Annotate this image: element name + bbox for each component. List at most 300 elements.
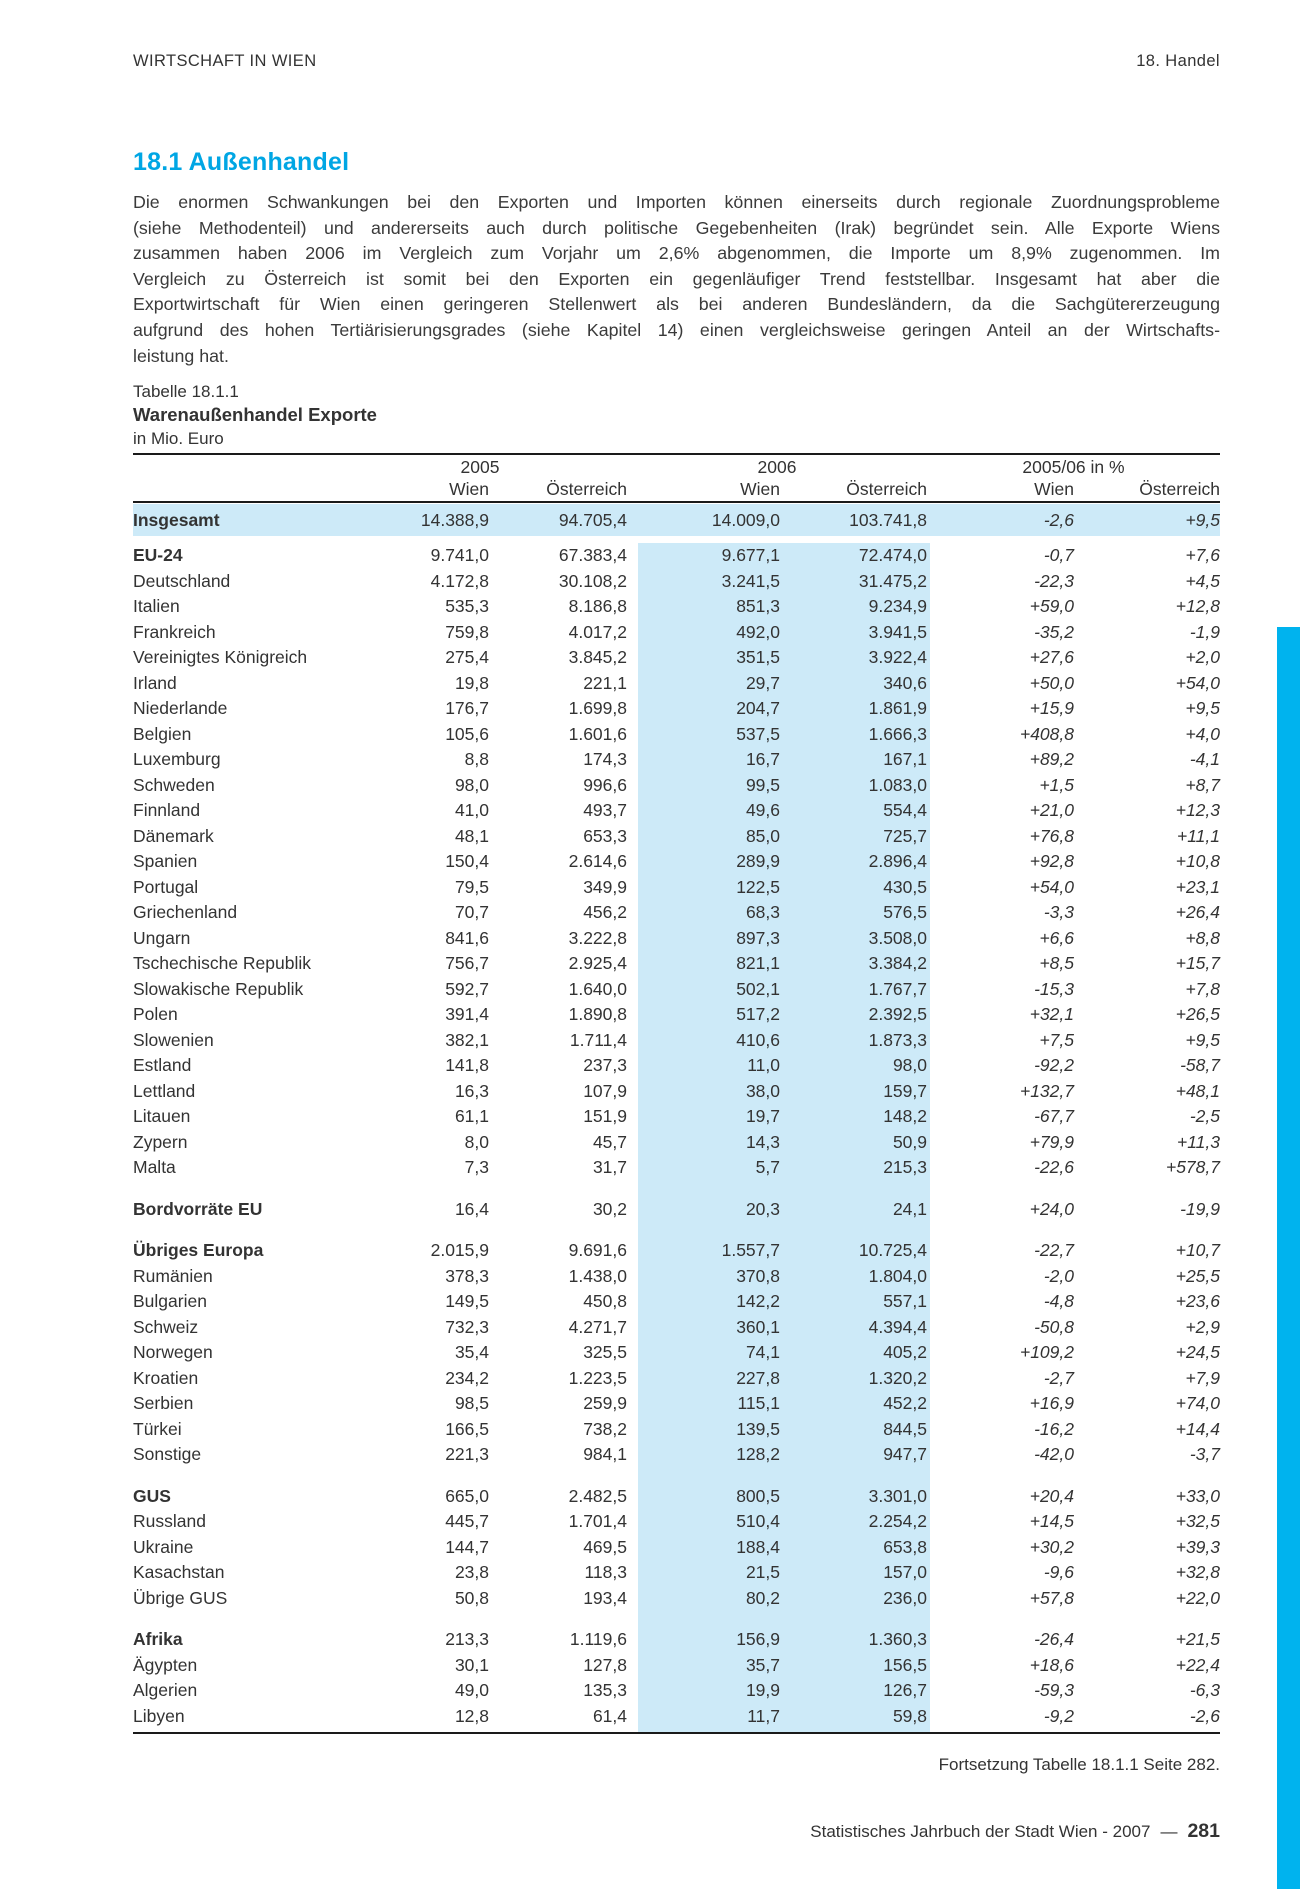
paragraph-line: Die enormen Schwankungen bei den Exporten und Importen können einerseits durch regionale Zuordnungsprobleme bbox=[133, 192, 1220, 212]
row-label: Dänemark bbox=[133, 825, 214, 846]
row-label: Zypern bbox=[133, 1131, 188, 1152]
cell-value: -6,3 bbox=[1189, 1680, 1220, 1700]
cell-value: +6,6 bbox=[1039, 927, 1074, 948]
cell-value: 99,5 bbox=[745, 774, 780, 795]
table-row bbox=[133, 1509, 1220, 1535]
cell-value: 9.691,6 bbox=[568, 1240, 627, 1260]
cell-value: -2,6 bbox=[1043, 510, 1074, 530]
row-label: Belgien bbox=[133, 723, 192, 744]
row-label: Vereinigtes Königreich bbox=[133, 647, 308, 667]
row-label: Übrige GUS bbox=[133, 1587, 228, 1608]
cell-value: +54,0 bbox=[1175, 672, 1220, 693]
chapter-tab-bar bbox=[1277, 627, 1300, 1889]
table-section bbox=[133, 1627, 1220, 1729]
cell-value: 221,1 bbox=[583, 672, 627, 693]
cell-value: 382,1 bbox=[445, 1029, 489, 1050]
cell-value: -2,6 bbox=[1189, 1705, 1220, 1726]
table-row bbox=[133, 1340, 1220, 1366]
cell-value: 1.223,5 bbox=[568, 1367, 627, 1388]
sub-header-wien-pct: Wien bbox=[1034, 479, 1074, 499]
row-label: Tschechische Republik bbox=[133, 953, 312, 973]
cell-value: +132,7 bbox=[1019, 1080, 1074, 1101]
table-section bbox=[133, 543, 1220, 1181]
cell-value: 94.705,4 bbox=[558, 510, 627, 530]
table-row bbox=[133, 1366, 1220, 1392]
row-label: Norwegen bbox=[133, 1342, 213, 1362]
cell-value: 732,3 bbox=[445, 1316, 489, 1337]
cell-value: 61,4 bbox=[592, 1705, 627, 1726]
cell-value: 456,2 bbox=[583, 902, 627, 922]
cell-value: 176,7 bbox=[445, 698, 489, 718]
table-row bbox=[133, 1704, 1220, 1730]
row-label: Kroatien bbox=[133, 1367, 199, 1388]
cell-value: 105,6 bbox=[445, 723, 489, 744]
cell-value: 156,5 bbox=[883, 1654, 927, 1675]
row-label: Insgesamt bbox=[133, 510, 220, 530]
header-spacer bbox=[133, 478, 333, 501]
cell-value: 1.601,6 bbox=[568, 723, 627, 744]
cell-value: 159,7 bbox=[883, 1080, 927, 1101]
cell-value: +33,0 bbox=[1175, 1485, 1220, 1506]
cell-value: 738,2 bbox=[583, 1418, 627, 1439]
cell-value: 149,5 bbox=[445, 1291, 489, 1311]
row-label: Rumänien bbox=[133, 1265, 213, 1286]
cell-value: 148,2 bbox=[883, 1106, 927, 1126]
table-row bbox=[133, 977, 1220, 1003]
cell-value: +18,6 bbox=[1029, 1654, 1074, 1675]
cell-value: -67,7 bbox=[1034, 1106, 1074, 1126]
cell-value: 151,9 bbox=[583, 1106, 627, 1126]
cell-value: -3,3 bbox=[1043, 902, 1074, 922]
cell-value: 31.475,2 bbox=[858, 570, 927, 591]
cell-value: 1.360,3 bbox=[868, 1629, 927, 1649]
cell-value: 70,7 bbox=[454, 902, 489, 922]
table-row bbox=[133, 1028, 1220, 1054]
cell-value: 2.896,4 bbox=[868, 851, 927, 871]
credit-separator: — bbox=[1160, 1822, 1178, 1841]
cell-value: -9,2 bbox=[1043, 1705, 1074, 1726]
cell-value: 167,1 bbox=[883, 749, 927, 769]
row-label: Lettland bbox=[133, 1080, 196, 1101]
table-row bbox=[133, 747, 1220, 773]
table-row bbox=[133, 1079, 1220, 1105]
cell-value: 144,7 bbox=[445, 1536, 489, 1557]
cell-value: 3.301,0 bbox=[868, 1485, 927, 1506]
cell-value: 234,2 bbox=[445, 1367, 489, 1388]
row-label: Finnland bbox=[133, 800, 201, 820]
cell-value: 103.741,8 bbox=[849, 510, 927, 530]
paragraph-line: leistung hat. bbox=[133, 345, 229, 366]
cell-value: +15,7 bbox=[1175, 953, 1220, 973]
cell-value: 1.557,7 bbox=[721, 1240, 780, 1260]
cell-value: 38,0 bbox=[745, 1080, 780, 1101]
credit-text: Statistisches Jahrbuch der Stadt Wien - 2007 bbox=[810, 1822, 1151, 1841]
cell-value: 492,0 bbox=[736, 621, 780, 642]
cell-value: 2.482,5 bbox=[568, 1485, 627, 1506]
cell-value: +26,4 bbox=[1175, 902, 1220, 922]
cell-value: 1.699,8 bbox=[568, 698, 627, 718]
cell-value: 3.845,2 bbox=[568, 647, 627, 667]
cell-value: 139,5 bbox=[736, 1418, 780, 1439]
cell-value: 2.925,4 bbox=[568, 953, 627, 973]
cell-value: +1,5 bbox=[1039, 774, 1074, 795]
sub-header-wien-2005: Wien bbox=[449, 479, 489, 499]
cell-value: 8,0 bbox=[464, 1131, 489, 1152]
cell-value: 29,7 bbox=[745, 672, 780, 693]
cell-value: 85,0 bbox=[745, 825, 780, 846]
paragraph-line: aufgrund des hohen Tertiärisierungsgrades (siehe Kapitel 14) einen vergleichsweise geringen Anteil an der Wirtschafts- bbox=[133, 319, 1220, 340]
cell-value: +32,5 bbox=[1175, 1511, 1220, 1531]
table-row bbox=[133, 875, 1220, 901]
cell-value: 5,7 bbox=[755, 1157, 780, 1177]
cell-value: 49,0 bbox=[454, 1680, 489, 1700]
row-label: Serbien bbox=[133, 1393, 194, 1413]
row-label: Deutschland bbox=[133, 570, 231, 591]
cell-value: 213,3 bbox=[445, 1629, 489, 1649]
cell-value: 1.666,3 bbox=[868, 723, 927, 744]
row-label: Ungarn bbox=[133, 927, 191, 948]
cell-value: +54,0 bbox=[1029, 876, 1074, 897]
cell-value: 275,4 bbox=[445, 647, 489, 667]
cell-value: 554,4 bbox=[883, 800, 927, 820]
cell-value: +92,8 bbox=[1029, 851, 1074, 871]
cell-value: 1.320,2 bbox=[868, 1367, 927, 1388]
cell-value: 10.725,4 bbox=[858, 1240, 927, 1260]
cell-value: +26,5 bbox=[1175, 1004, 1220, 1024]
cell-value: 378,3 bbox=[445, 1265, 489, 1286]
cell-value: 844,5 bbox=[883, 1418, 927, 1439]
cell-value: +27,6 bbox=[1029, 647, 1074, 667]
cell-value: 193,4 bbox=[583, 1587, 627, 1608]
cell-value: +8,7 bbox=[1185, 774, 1220, 795]
cell-value: 653,8 bbox=[883, 1536, 927, 1557]
table-row bbox=[133, 1315, 1220, 1341]
cell-value: 947,7 bbox=[883, 1444, 927, 1464]
cell-value: 48,1 bbox=[454, 825, 489, 846]
cell-value: 35,7 bbox=[745, 1654, 780, 1675]
table-row bbox=[133, 645, 1220, 671]
cell-value: -4,1 bbox=[1189, 749, 1220, 769]
cell-value: 756,7 bbox=[445, 953, 489, 973]
cell-value: +2,0 bbox=[1185, 647, 1220, 667]
cell-value: +16,9 bbox=[1029, 1393, 1074, 1413]
cell-value: -4,8 bbox=[1043, 1291, 1074, 1311]
cell-value: +7,5 bbox=[1039, 1029, 1074, 1050]
cell-value: 996,6 bbox=[583, 774, 627, 795]
row-label: Bordvorräte EU bbox=[133, 1198, 263, 1219]
row-label: Polen bbox=[133, 1004, 178, 1024]
row-label: Italien bbox=[133, 596, 180, 616]
section-title: 18.1 Außenhandel bbox=[133, 148, 350, 176]
cell-value: 30.108,2 bbox=[558, 570, 627, 591]
cell-value: +9,5 bbox=[1185, 698, 1220, 718]
cell-value: 61,1 bbox=[454, 1106, 489, 1126]
cell-value: +21,5 bbox=[1175, 1629, 1220, 1649]
cell-value: 41,0 bbox=[454, 800, 489, 820]
cell-value: 851,3 bbox=[736, 596, 780, 616]
cell-value: +12,3 bbox=[1175, 800, 1220, 820]
cell-value: 49,6 bbox=[745, 800, 780, 820]
cell-value: 3.941,5 bbox=[868, 621, 927, 642]
cell-value: 800,5 bbox=[736, 1485, 780, 1506]
cell-value: +20,4 bbox=[1029, 1485, 1074, 1506]
running-head-left: WIRTSCHAFT IN WIEN bbox=[133, 52, 317, 70]
cell-value: -2,0 bbox=[1043, 1265, 1074, 1286]
cell-value: -22,7 bbox=[1034, 1240, 1074, 1260]
cell-value: +14,4 bbox=[1175, 1418, 1220, 1439]
cell-value: 2.614,6 bbox=[568, 851, 627, 871]
cell-value: 592,7 bbox=[445, 978, 489, 999]
cell-value: 21,5 bbox=[745, 1562, 780, 1582]
cell-value: 430,5 bbox=[883, 876, 927, 897]
cell-value: 841,6 bbox=[445, 927, 489, 948]
cell-value: +57,8 bbox=[1029, 1587, 1074, 1608]
cell-value: -59,3 bbox=[1034, 1680, 1074, 1700]
cell-value: 19,7 bbox=[745, 1106, 780, 1126]
cell-value: -2,7 bbox=[1043, 1367, 1074, 1388]
row-label: Ukraine bbox=[133, 1536, 194, 1557]
cell-value: 1.640,0 bbox=[568, 978, 627, 999]
cell-value: 11,7 bbox=[747, 1705, 780, 1726]
cell-value: 4.271,7 bbox=[568, 1316, 627, 1337]
cell-value: 68,3 bbox=[745, 902, 780, 922]
cell-value: 122,5 bbox=[736, 876, 780, 897]
cell-value: 98,0 bbox=[454, 774, 489, 795]
row-label: Estland bbox=[133, 1055, 192, 1075]
cell-value: 576,5 bbox=[883, 902, 927, 922]
row-label: Frankreich bbox=[133, 621, 216, 642]
cell-value: 493,7 bbox=[583, 800, 627, 820]
cell-value: 126,7 bbox=[883, 1680, 927, 1700]
table-section bbox=[133, 1238, 1220, 1468]
row-label: Portugal bbox=[133, 876, 199, 897]
cell-value: 79,5 bbox=[454, 876, 489, 897]
cell-value: -58,7 bbox=[1180, 1055, 1220, 1075]
cell-value: 1.119,6 bbox=[569, 1629, 627, 1649]
cell-value: 259,9 bbox=[583, 1393, 627, 1413]
table-row bbox=[133, 1104, 1220, 1130]
cell-value: +11,3 bbox=[1177, 1131, 1220, 1152]
cell-value: +8,8 bbox=[1185, 927, 1220, 948]
cell-value: 156,9 bbox=[736, 1629, 780, 1649]
table-row bbox=[133, 1002, 1220, 1028]
cell-value: +24,5 bbox=[1175, 1342, 1220, 1362]
table-row bbox=[133, 798, 1220, 824]
cell-value: +109,2 bbox=[1019, 1342, 1074, 1362]
cell-value: 80,2 bbox=[745, 1587, 780, 1608]
row-label: Afrika bbox=[133, 1629, 183, 1649]
table-row bbox=[133, 1417, 1220, 1443]
table-row bbox=[133, 1653, 1220, 1679]
cell-value: +7,8 bbox=[1185, 978, 1220, 999]
cell-value: 115,1 bbox=[737, 1393, 780, 1413]
table-section bbox=[133, 1197, 1220, 1223]
cell-value: +9,5 bbox=[1185, 1029, 1220, 1050]
row-label: Niederlande bbox=[133, 698, 228, 718]
cell-value: 2.015,9 bbox=[430, 1240, 489, 1260]
table-row bbox=[133, 1155, 1220, 1181]
row-label: Griechenland bbox=[133, 902, 238, 922]
row-label: Bulgarien bbox=[133, 1291, 207, 1311]
row-label: Sonstige bbox=[133, 1444, 202, 1464]
cell-value: 3.241,5 bbox=[721, 570, 780, 591]
cell-value: 2.392,5 bbox=[868, 1004, 927, 1024]
cell-value: 215,3 bbox=[883, 1157, 927, 1177]
cell-value: +79,9 bbox=[1029, 1131, 1074, 1152]
cell-value: 4.172,8 bbox=[430, 570, 489, 591]
cell-value: 351,5 bbox=[736, 647, 780, 667]
row-label: Irland bbox=[133, 672, 177, 693]
cell-value: 349,9 bbox=[583, 876, 627, 897]
cell-value: +408,8 bbox=[1019, 723, 1074, 744]
row-label: Libyen bbox=[133, 1705, 185, 1726]
table-row bbox=[133, 1264, 1220, 1290]
cell-value: -3,7 bbox=[1189, 1444, 1220, 1464]
cell-value: 3.384,2 bbox=[868, 953, 927, 973]
cell-value: 221,3 bbox=[445, 1444, 489, 1464]
table-row bbox=[133, 951, 1220, 977]
cell-value: 1.804,0 bbox=[868, 1265, 927, 1286]
cell-value: +9,5 bbox=[1185, 510, 1220, 530]
cell-value: 3.222,8 bbox=[568, 927, 627, 948]
cell-value: 107,9 bbox=[583, 1080, 627, 1101]
sub-header-oesterreich-2006: Österreich bbox=[846, 479, 927, 499]
cell-value: 3.922,4 bbox=[868, 647, 927, 667]
cell-value: -0,7 bbox=[1043, 545, 1074, 565]
sub-header-wien-2006: Wien bbox=[740, 479, 780, 499]
cell-value: 150,4 bbox=[445, 851, 489, 871]
cell-value: 1.767,7 bbox=[868, 978, 927, 999]
table-row bbox=[133, 926, 1220, 952]
cell-value: 1.873,3 bbox=[868, 1029, 927, 1050]
cell-value: 469,5 bbox=[583, 1536, 627, 1557]
cell-value: 31,7 bbox=[592, 1157, 627, 1177]
cell-value: 45,7 bbox=[592, 1131, 627, 1152]
cell-value: 11,0 bbox=[747, 1055, 780, 1075]
cell-value: +22,0 bbox=[1175, 1587, 1220, 1608]
cell-value: 67.383,4 bbox=[558, 545, 627, 565]
sub-header-oesterreich-2005: Österreich bbox=[546, 479, 627, 499]
cell-value: 653,3 bbox=[583, 825, 627, 846]
year-group-2005: 2005 bbox=[460, 457, 500, 477]
table-row bbox=[133, 1627, 1220, 1653]
cell-value: 24,1 bbox=[892, 1198, 927, 1219]
cell-value: 166,5 bbox=[445, 1418, 489, 1439]
row-label: Malta bbox=[133, 1157, 176, 1177]
cell-value: +89,2 bbox=[1029, 749, 1074, 769]
cell-value: 665,0 bbox=[445, 1485, 489, 1506]
cell-value: +10,7 bbox=[1175, 1240, 1220, 1260]
table-row bbox=[133, 569, 1220, 595]
cell-value: +7,9 bbox=[1185, 1367, 1220, 1388]
cell-value: -1,9 bbox=[1189, 621, 1220, 642]
cell-value: -92,2 bbox=[1034, 1055, 1074, 1075]
cell-value: 16,3 bbox=[454, 1080, 489, 1101]
cell-value: 9.741,0 bbox=[430, 545, 489, 565]
paragraph-line: zusammen haben 2006 im Vergleich zum Vorjahr um 2,6% abgenommen, die Importe um 8,9% zugenommen. Im bbox=[133, 243, 1220, 264]
cell-value: +578,7 bbox=[1165, 1157, 1220, 1177]
cell-value: +24,0 bbox=[1029, 1198, 1074, 1219]
cell-value: 8.186,8 bbox=[568, 596, 627, 616]
cell-value: 19,9 bbox=[745, 1680, 780, 1700]
year-group-change: 2005/06 in % bbox=[1022, 457, 1125, 477]
cell-value: 557,1 bbox=[883, 1291, 927, 1311]
cell-value: +4,5 bbox=[1185, 570, 1220, 591]
cell-value: +74,0 bbox=[1175, 1393, 1220, 1413]
cell-value: 98,0 bbox=[892, 1055, 927, 1075]
table-row bbox=[133, 1197, 1220, 1223]
table-section bbox=[133, 1484, 1220, 1612]
row-label: Schweden bbox=[133, 774, 215, 795]
cell-value: 74,1 bbox=[745, 1342, 780, 1362]
cell-value: +15,9 bbox=[1029, 698, 1074, 718]
table-row bbox=[133, 671, 1220, 697]
row-label: Algerien bbox=[133, 1680, 198, 1700]
table-row bbox=[133, 773, 1220, 799]
cell-value: 410,6 bbox=[736, 1029, 780, 1050]
cell-value: 537,5 bbox=[736, 723, 780, 744]
cell-value: 174,3 bbox=[583, 749, 627, 769]
cell-value: 4.017,2 bbox=[568, 621, 627, 642]
cell-value: 35,4 bbox=[454, 1342, 489, 1362]
table-sub-header bbox=[133, 478, 1220, 503]
cell-value: +7,6 bbox=[1185, 545, 1220, 565]
cell-value: -50,8 bbox=[1034, 1316, 1074, 1337]
row-label: Türkei bbox=[133, 1418, 182, 1439]
cell-value: 370,8 bbox=[736, 1265, 780, 1286]
row-label: EU-24 bbox=[133, 545, 183, 565]
cell-value: 9.677,1 bbox=[721, 545, 780, 565]
cell-value: 821,1 bbox=[736, 953, 780, 973]
cell-value: +23,1 bbox=[1175, 876, 1220, 897]
cell-value: -35,2 bbox=[1034, 621, 1074, 642]
cell-value: -22,6 bbox=[1034, 1157, 1074, 1177]
cell-value: 1.438,0 bbox=[568, 1265, 627, 1286]
year-group-2006: 2006 bbox=[757, 457, 797, 477]
cell-value: 2.254,2 bbox=[868, 1511, 927, 1531]
cell-value: 759,8 bbox=[445, 621, 489, 642]
cell-value: 14,3 bbox=[745, 1131, 780, 1152]
table-row bbox=[133, 1442, 1220, 1468]
row-label: Übriges Europa bbox=[133, 1240, 264, 1260]
running-head-right: 18. Handel bbox=[1136, 52, 1220, 70]
table-row bbox=[133, 900, 1220, 926]
cell-value: +59,0 bbox=[1029, 596, 1074, 616]
page-header bbox=[133, 52, 1220, 71]
sub-header-oesterreich-pct: Österreich bbox=[1139, 479, 1220, 499]
cell-value: 450,8 bbox=[583, 1291, 627, 1311]
cell-value: +76,8 bbox=[1029, 825, 1074, 846]
cell-value: +39,3 bbox=[1175, 1536, 1220, 1557]
row-label: Litauen bbox=[133, 1106, 191, 1126]
cell-value: +14,5 bbox=[1029, 1511, 1074, 1531]
cell-value: 510,4 bbox=[736, 1511, 780, 1531]
cell-value: 188,4 bbox=[736, 1536, 780, 1557]
cell-value: +30,2 bbox=[1029, 1536, 1074, 1557]
table-row bbox=[133, 824, 1220, 850]
table-row bbox=[133, 1484, 1220, 1510]
cell-value: 50,8 bbox=[454, 1587, 489, 1608]
table-row bbox=[133, 620, 1220, 646]
cell-value: +21,0 bbox=[1029, 800, 1074, 820]
cell-value: 4.394,4 bbox=[868, 1316, 927, 1337]
cell-value: 535,3 bbox=[445, 596, 489, 616]
page-number: 281 bbox=[1187, 1820, 1220, 1842]
cell-value: 14.388,9 bbox=[420, 510, 489, 530]
cell-value: 59,8 bbox=[892, 1705, 927, 1726]
table-row bbox=[133, 1678, 1220, 1704]
table-caption-unit: in Mio. Euro bbox=[133, 429, 224, 448]
